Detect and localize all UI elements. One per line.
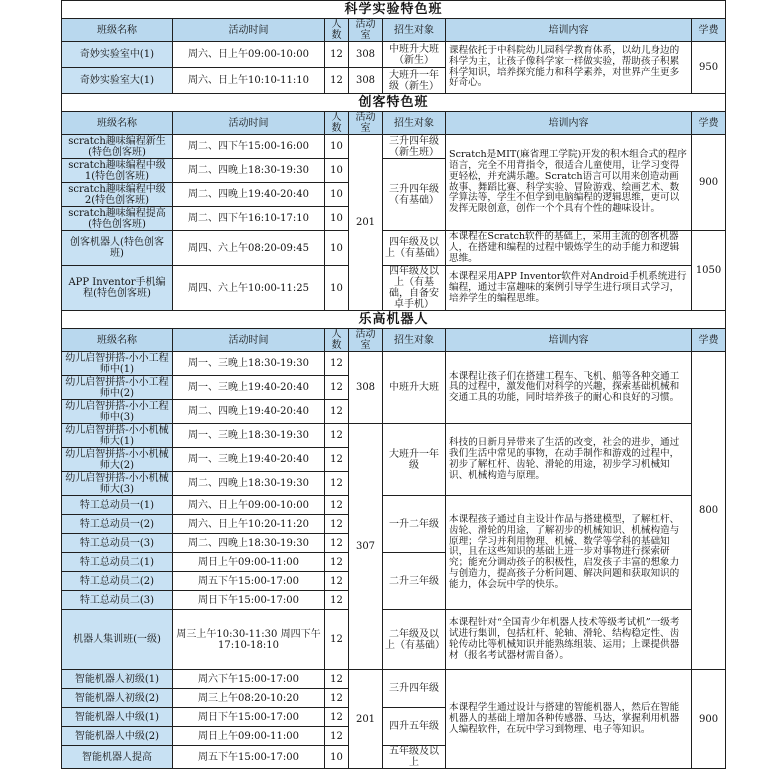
col-name: 班级名称 bbox=[62, 112, 173, 135]
class-time: 周日上午09:00-11:00 bbox=[173, 727, 325, 746]
class-audience: 一升二年级 bbox=[383, 496, 446, 553]
class-room: 308 bbox=[349, 352, 383, 424]
class-time: 周二、四晚上18:30-19:30 bbox=[173, 159, 325, 183]
class-name: 特工总动员一(3) bbox=[62, 534, 173, 553]
class-name: 幼儿启智拼搭-小小机械师大(1) bbox=[62, 424, 173, 448]
class-audience: 三升四年级（有基础） bbox=[383, 159, 446, 231]
class-room: 308 bbox=[349, 68, 383, 94]
class-name: 智能机器人中级(2) bbox=[62, 727, 173, 746]
class-room: 201 bbox=[349, 135, 383, 311]
schedule-table bbox=[61, 0, 726, 769]
class-count: 12 bbox=[325, 400, 349, 424]
class-fee: 1050 bbox=[692, 231, 726, 311]
class-name: 特工总动员二(2) bbox=[62, 572, 173, 591]
class-time: 周六下午15:00-17:00 bbox=[173, 670, 325, 689]
class-time: 周六、日上午09:00-10:00 bbox=[173, 42, 325, 68]
class-time: 周二、四晚上18:30-19:30 bbox=[173, 534, 325, 553]
class-count: 12 bbox=[325, 515, 349, 534]
class-count: 10 bbox=[325, 746, 349, 769]
class-count: 12 bbox=[325, 352, 349, 376]
class-audience: 四升五年级 bbox=[383, 708, 446, 746]
col-count: 人数 bbox=[325, 112, 349, 135]
class-name: 特工总动员一(2) bbox=[62, 515, 173, 534]
table-row bbox=[62, 496, 726, 515]
class-count: 12 bbox=[325, 496, 349, 515]
class-name: 奇妙实验室大(1) bbox=[62, 68, 173, 94]
col-fee: 学费 bbox=[692, 329, 726, 352]
class-audience: 四年级及以上（有基础） bbox=[383, 231, 446, 266]
class-time: 周一、三晚上18:30-19:30 bbox=[173, 352, 325, 376]
class-fee: 900 bbox=[692, 670, 726, 769]
class-count: 12 bbox=[325, 572, 349, 591]
col-room: 活动室 bbox=[349, 112, 383, 135]
class-count: 12 bbox=[325, 534, 349, 553]
table-row bbox=[62, 135, 726, 159]
header-row bbox=[62, 19, 726, 42]
class-name: 奇妙实验室中(1) bbox=[62, 42, 173, 68]
col-content: 培训内容 bbox=[446, 112, 692, 135]
table-row bbox=[62, 610, 726, 670]
class-time: 周日下午15:00-17:00 bbox=[173, 591, 325, 610]
class-fee: 800 bbox=[692, 352, 726, 670]
course-schedule bbox=[61, 0, 725, 769]
table-row bbox=[62, 266, 726, 311]
class-time: 周三上午08:20-10:20 bbox=[173, 689, 325, 708]
class-description: 课程依托于中科院幼儿园科学教育体系，以幼儿身边的科学为主，让孩子像科学家一样做实验，帮助孩子积累科学知识，培养探究能力和科学素养，对世界产生更多好奇心。 bbox=[446, 42, 692, 94]
class-audience: 中班升大班 bbox=[383, 352, 446, 424]
class-description: 本课程学生通过设计与搭建的智能机器人，然后在智能机器人的基础上增加各种传感器、马达，掌握利用机器人编程软件，在玩中学习到物理、电子等知识。 bbox=[446, 670, 692, 769]
class-time: 周六、日上午10:10-11:10 bbox=[173, 68, 325, 94]
class-time: 周日上午09:00-11:00 bbox=[173, 553, 325, 572]
col-name: 班级名称 bbox=[62, 19, 173, 42]
class-fee: 900 bbox=[692, 135, 726, 231]
class-room: 307 bbox=[349, 424, 383, 670]
class-audience: 大班升一年级 bbox=[383, 424, 446, 496]
col-room: 活动室 bbox=[349, 329, 383, 352]
class-count: 12 bbox=[325, 553, 349, 572]
class-name: 机器人集训班(一级) bbox=[62, 610, 173, 670]
class-time: 周二、四下午16:10-17:10 bbox=[173, 207, 325, 231]
col-content: 培训内容 bbox=[446, 19, 692, 42]
table-row bbox=[62, 42, 726, 68]
table-row bbox=[62, 670, 726, 689]
class-name: 幼儿启智拼搭-小小机械师大(2) bbox=[62, 448, 173, 472]
col-fee: 学费 bbox=[692, 19, 726, 42]
section-title-maker: 创客特色班 bbox=[62, 94, 726, 112]
class-time: 周一、三晚上19:40-20:40 bbox=[173, 448, 325, 472]
class-audience: 二年级及以上（有基础） bbox=[383, 610, 446, 670]
section-title-lego: 乐高机器人 bbox=[62, 311, 726, 329]
class-audience: 三升四年级（新生班） bbox=[383, 135, 446, 159]
class-description: 本课程在Scratch软件的基础上，采用主流的创客机器人，在搭建和编程的过程中锻炼学生的动手能力和逻辑思维。 bbox=[446, 231, 692, 266]
class-room: 308 bbox=[349, 42, 383, 68]
class-audience: 中班升大班（新生） bbox=[383, 42, 446, 68]
col-room: 活动室 bbox=[349, 19, 383, 42]
class-name: 智能机器人提高 bbox=[62, 746, 173, 769]
class-name: scratch趣味编程中级1(特色创客班) bbox=[62, 159, 173, 183]
class-time: 周二、四下午15:00-16:00 bbox=[173, 135, 325, 159]
class-room: 201 bbox=[349, 670, 383, 769]
class-name: 特工总动员二(1) bbox=[62, 553, 173, 572]
class-time: 周六、日上午09:00-10:00 bbox=[173, 496, 325, 515]
class-time: 周二、四晚上19:40-20:40 bbox=[173, 183, 325, 207]
class-name: 幼儿启智拼搭-小小工程师中(2) bbox=[62, 376, 173, 400]
class-count: 12 bbox=[325, 708, 349, 727]
col-audience: 招生对象 bbox=[383, 19, 446, 42]
class-count: 10 bbox=[325, 135, 349, 159]
col-content: 培训内容 bbox=[446, 329, 692, 352]
class-time: 周日下午15:00-17:00 bbox=[173, 708, 325, 727]
class-time: 周四、六上午08:20-09:45 bbox=[173, 231, 325, 266]
class-time: 周一、三晚上18:30-19:30 bbox=[173, 424, 325, 448]
col-audience: 招生对象 bbox=[383, 112, 446, 135]
class-count: 12 bbox=[325, 42, 349, 68]
class-name: 幼儿启智拼搭-小小工程师中(3) bbox=[62, 400, 173, 424]
class-audience: 三升四年级 bbox=[383, 670, 446, 708]
col-time: 活动时间 bbox=[173, 19, 325, 42]
class-time: 周四、六上午10:00-11:25 bbox=[173, 266, 325, 311]
class-name: APP Inventor手机编程(特色创客班) bbox=[62, 266, 173, 311]
class-name: scratch趣味编程新生(特色创客班) bbox=[62, 135, 173, 159]
table-row bbox=[62, 352, 726, 376]
class-count: 12 bbox=[325, 591, 349, 610]
header-row bbox=[62, 329, 726, 352]
class-name: 智能机器人中级(1) bbox=[62, 708, 173, 727]
class-time: 周二、四晚上19:40-20:40 bbox=[173, 400, 325, 424]
class-time: 周五下午15:00-17:00 bbox=[173, 572, 325, 591]
class-name: scratch趣味编程提高(特色创客班) bbox=[62, 207, 173, 231]
class-time: 周一、三晚上19:40-20:40 bbox=[173, 376, 325, 400]
class-count: 12 bbox=[325, 670, 349, 689]
col-count: 人数 bbox=[325, 329, 349, 352]
class-name: 智能机器人初级(2) bbox=[62, 689, 173, 708]
col-audience: 招生对象 bbox=[383, 329, 446, 352]
col-time: 活动时间 bbox=[173, 112, 325, 135]
class-description: 科技的日新月异带来了生活的改变，社会的进步，通过我们生活中常见的事物，在动手制作和游戏的过程中，初步了解杠杆、齿轮、滑轮的用途，初步学习机械知识、机械构造与原理。 bbox=[446, 424, 692, 496]
class-time: 周六、日上午10:20-11:20 bbox=[173, 515, 325, 534]
class-description: 本课程针对“全国青少年机器人技术等级考试机”一级考试进行集训，包括杠杆、轮轴、滑轮、结构稳定性、齿轮传动比等机械知识并能熟练组装、运用；上课提供器材（报名考试器材需自备）。 bbox=[446, 610, 692, 670]
class-name: 特工总动员一(1) bbox=[62, 496, 173, 515]
col-count: 人数 bbox=[325, 19, 349, 42]
class-name: 创客机器人(特色创客班) bbox=[62, 231, 173, 266]
class-time: 周二、四晚上18:30-19:30 bbox=[173, 472, 325, 496]
class-description: 本课程让孩子们在搭建工程车、飞机、船等各种交通工具的过程中，激发他们对科学的兴趣，探索基础机械和交通工具的功能，同时培养孩子的耐心和良好的习惯。 bbox=[446, 352, 692, 424]
class-name: 幼儿启智拼搭-小小工程师中(1) bbox=[62, 352, 173, 376]
class-audience: 五年级及以上 bbox=[383, 746, 446, 769]
header-row bbox=[62, 112, 726, 135]
col-name: 班级名称 bbox=[62, 329, 173, 352]
col-time: 活动时间 bbox=[173, 329, 325, 352]
class-description: 本课程孩子通过自主设计作品与搭建模型，了解杠杆、齿轮、滑轮的用途，了解初步的机械知识、机械构造与原理；学习并利用物理、机械、数学等学科的基础知识，且在这些知识的基础上进一步对事物进行探索研究；能充分调动孩子的积极性，启发孩子丰富的想象力与创造力，提高孩子分析问题、解决问题和获取知识的能力，体会玩中学的快乐。 bbox=[446, 496, 692, 610]
class-description: 本课程采用APP Inventor软件对Android手机系统进行编程，通过丰富趣味的案例引导学生进行项目式学习，培养学生的编程思维。 bbox=[446, 266, 692, 311]
class-count: 12 bbox=[325, 424, 349, 448]
class-count: 12 bbox=[325, 448, 349, 472]
class-fee: 950 bbox=[692, 42, 726, 94]
class-count: 12 bbox=[325, 610, 349, 670]
table-row bbox=[62, 231, 726, 266]
class-count: 12 bbox=[325, 68, 349, 94]
class-audience: 大班升一年级（新生） bbox=[383, 68, 446, 94]
class-audience: 四年级及以上（有基础，自备安卓手机） bbox=[383, 266, 446, 311]
class-time: 周三上午10:30-11:30 周四下午17:10-18:10 bbox=[173, 610, 325, 670]
table-row bbox=[62, 424, 726, 448]
class-count: 10 bbox=[325, 159, 349, 183]
class-count: 12 bbox=[325, 689, 349, 708]
class-name: 特工总动员二(3) bbox=[62, 591, 173, 610]
col-fee: 学费 bbox=[692, 112, 726, 135]
section-title-science: 科学实验特色班 bbox=[62, 1, 726, 19]
class-count: 12 bbox=[325, 376, 349, 400]
class-time: 周五下午15:00-17:00 bbox=[173, 746, 325, 769]
class-count: 10 bbox=[325, 231, 349, 266]
class-count: 10 bbox=[325, 207, 349, 231]
class-description: Scratch是MIT(麻省理工学院)开发的积木组合式的程序语言，完全不用背指令，很适合儿童使用，让学习变得更轻松，并充满乐趣。Scratch语言可以用来创造动画故事、舞蹈比赛、科学实验、冒险游戏、绘画艺术、数学算法等，学生不但学到电脑编程的逻辑思维，更可以发挥无限创意，创作一个个具有个性的趣味设计。 bbox=[446, 135, 692, 231]
class-name: 幼儿启智拼搭-小小机械师大(3) bbox=[62, 472, 173, 496]
class-count: 12 bbox=[325, 472, 349, 496]
class-name: 智能机器人初级(1) bbox=[62, 670, 173, 689]
class-name: scratch趣味编程中级2(特色创客班) bbox=[62, 183, 173, 207]
class-count: 10 bbox=[325, 183, 349, 207]
class-audience: 二升三年级 bbox=[383, 553, 446, 610]
class-count: 10 bbox=[325, 266, 349, 311]
class-count: 12 bbox=[325, 727, 349, 746]
